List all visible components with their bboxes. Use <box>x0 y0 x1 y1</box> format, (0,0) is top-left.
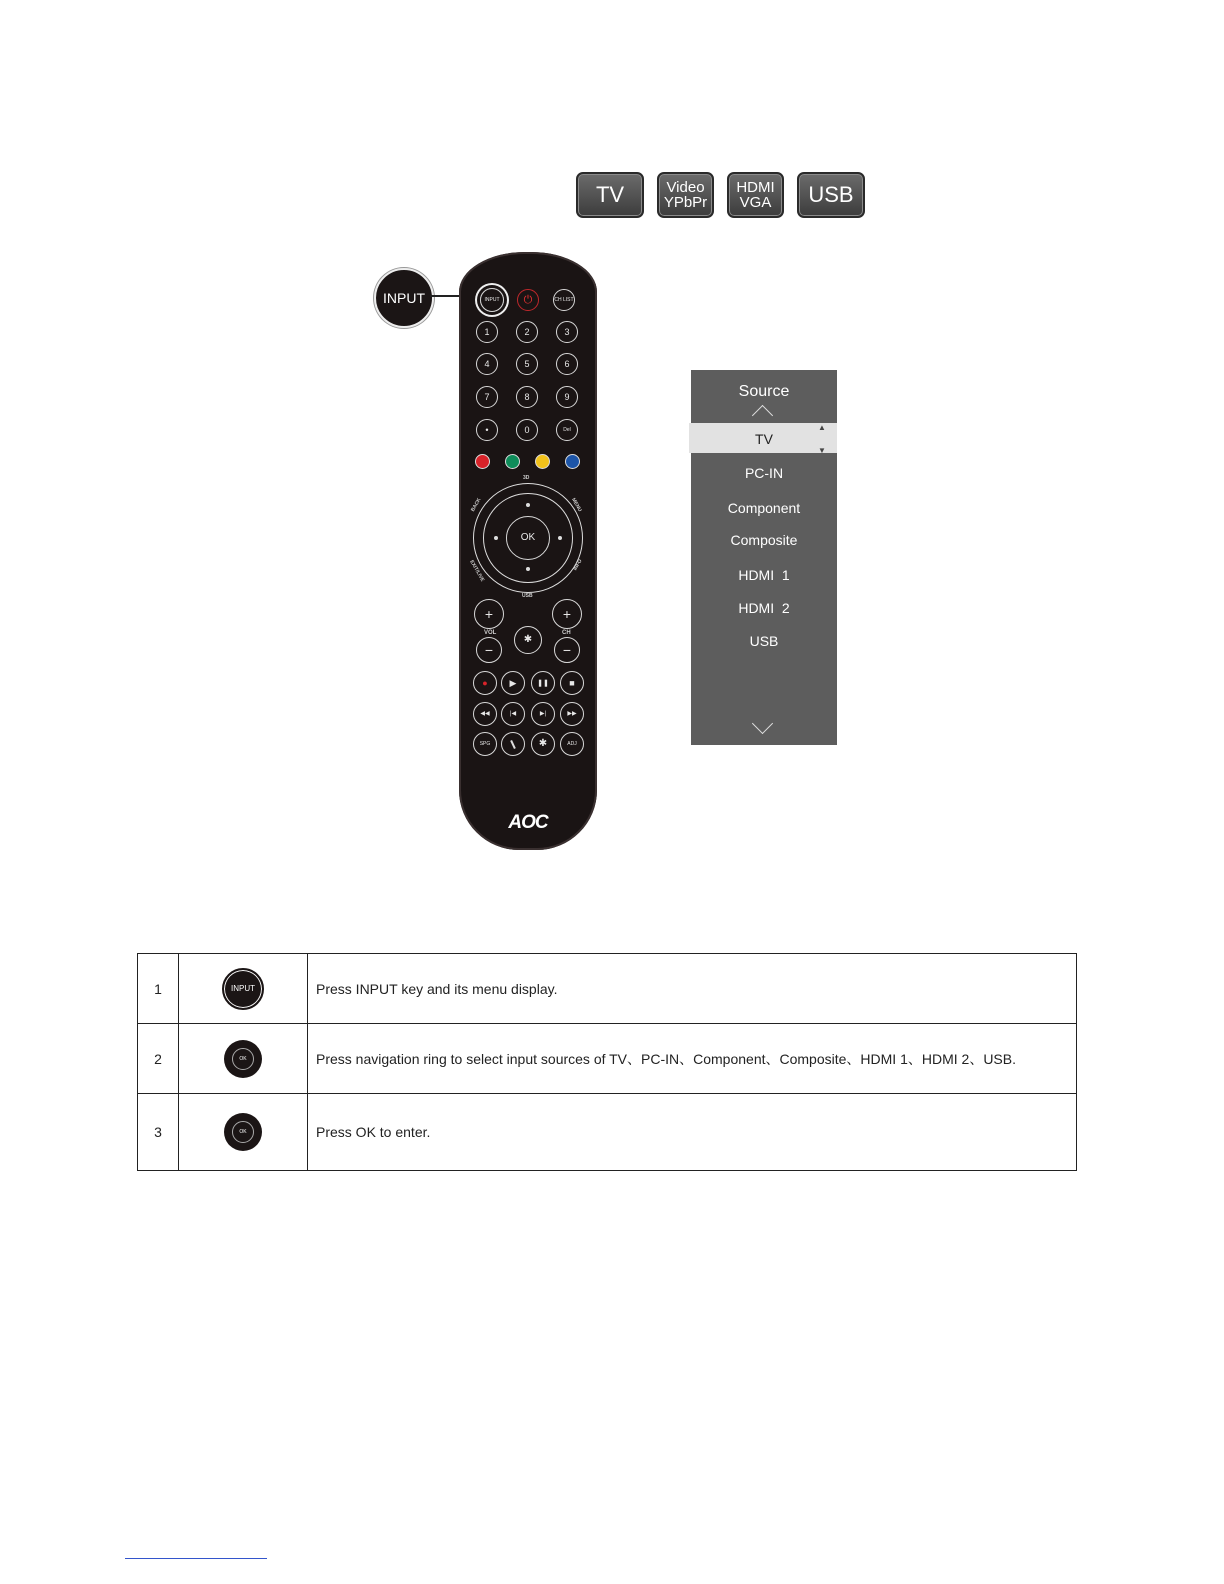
digit-label: 4 <box>484 358 490 369</box>
step-number: 3 <box>138 1094 179 1171</box>
next-icon: ▶| <box>539 711 547 717</box>
del-button <box>556 419 578 441</box>
digit-label: 0 <box>524 424 530 435</box>
red-key <box>475 454 490 469</box>
source-menu-title: Source <box>738 383 790 400</box>
ring-outline <box>232 1048 254 1070</box>
ring-label-back: BACK <box>470 497 483 513</box>
hdmi-vga-source-key <box>727 172 784 218</box>
dot-label: • <box>485 424 489 435</box>
aoc-logo-text: AOC <box>508 812 548 833</box>
menu-item-tv[interactable]: TV <box>755 431 773 447</box>
steps-table <box>137 953 1077 1171</box>
hdmi-label: HDMI <box>736 179 775 196</box>
pause-icon: ❚❚ <box>537 679 549 687</box>
digit-button-2 <box>516 321 538 343</box>
input-button-icon <box>222 968 264 1010</box>
input-icon-label: INPUT <box>231 984 255 993</box>
source-menu <box>691 370 837 745</box>
digit-label: 7 <box>484 391 490 402</box>
spg-label: SPG <box>479 740 491 747</box>
minus-label: − <box>562 642 572 658</box>
tv-source-key <box>576 172 644 218</box>
mute-icon: ✱ <box>514 626 542 654</box>
scroll-down-arrow-icon: ▼ <box>818 446 826 455</box>
vol-minus-button <box>476 637 502 663</box>
footer-link-underline <box>125 1558 267 1559</box>
spg-button <box>473 732 497 756</box>
input-callout-bubble <box>374 268 434 328</box>
digit-label: 3 <box>564 326 570 337</box>
aoc-logo <box>459 812 597 834</box>
digit-button-9 <box>556 386 578 408</box>
usb-source-key-label: USB <box>808 182 854 207</box>
digit-button-4 <box>476 353 498 375</box>
ch-label: CH <box>562 630 571 636</box>
ok-icon-label: OK <box>239 1129 247 1135</box>
video-ypbpr-source-key <box>657 172 714 218</box>
stop-button <box>560 671 584 695</box>
digit-label: 5 <box>524 358 530 369</box>
navigation-ring-icon <box>224 1040 262 1078</box>
digit-label: 9 <box>564 391 570 402</box>
digit-button-7 <box>476 386 498 408</box>
menu-item-hdmi-1[interactable]: HDMI 1 <box>738 567 790 583</box>
step-number: 2 <box>138 1024 179 1094</box>
step-text: Press OK to enter. <box>308 1094 1077 1171</box>
ok-label: OK <box>520 532 536 543</box>
rewind-button <box>473 702 497 726</box>
digit-label: 2 <box>524 326 530 337</box>
ch-list-label: CH LIST <box>554 296 574 303</box>
video-label: Video <box>666 179 705 196</box>
nav-right-dot <box>558 536 562 540</box>
icon-wrap <box>180 968 306 1010</box>
step-icon-cell <box>179 1024 308 1094</box>
remote-input-button <box>480 288 504 312</box>
step-icon-cell <box>179 1094 308 1171</box>
nav-up-dot <box>526 503 530 507</box>
remote-control <box>459 252 597 850</box>
table-row <box>138 954 1077 1024</box>
ring-label-usb: USB <box>522 593 533 599</box>
menu-item-composite[interactable]: Composite <box>730 532 798 548</box>
digit-button-6 <box>556 353 578 375</box>
eco-icon <box>501 732 525 756</box>
plus-label: + <box>562 606 572 622</box>
snowflake-icon <box>531 732 555 756</box>
digit-button-0 <box>516 419 538 441</box>
minus-label: − <box>484 642 494 658</box>
record-button <box>473 671 497 695</box>
del-label: Del <box>563 426 571 433</box>
digit-button-8 <box>516 386 538 408</box>
ring-label-exit-live: EXIT/LIVE <box>468 559 486 583</box>
digit-label: 6 <box>564 358 570 369</box>
input-callout-label: INPUT <box>383 290 425 306</box>
ch-minus-button <box>554 637 580 663</box>
ring-label-3d: 3D <box>523 475 530 481</box>
digit-button-5 <box>516 353 538 375</box>
previous-icon: |◀ <box>509 711 517 717</box>
snowflake-label: ✱ <box>538 738 548 749</box>
scroll-up-arrow-icon: ▲ <box>818 423 826 432</box>
chevron-down-icon <box>752 713 773 734</box>
yellow-key <box>535 454 550 469</box>
ring-outline <box>232 1121 254 1143</box>
rewind-icon: ◀◀ <box>480 711 490 717</box>
power-icon: ⏻ <box>517 289 539 311</box>
fast-forward-icon: ▶▶ <box>567 711 577 717</box>
step-icon-cell <box>179 954 308 1024</box>
play-icon: ▶ <box>509 677 517 688</box>
vga-label: VGA <box>739 194 772 211</box>
fast-forward-button <box>560 702 584 726</box>
ring-label-info: INFO <box>572 558 584 572</box>
ring-label-menu: MENU <box>570 497 583 513</box>
icon-wrap <box>180 1113 306 1151</box>
remote-input-label: INPUT <box>484 296 500 303</box>
ypbpr-label: YPbPr <box>663 194 708 211</box>
nav-left-dot <box>494 536 498 540</box>
menu-item-component[interactable]: Component <box>727 500 801 516</box>
next-button <box>531 702 555 726</box>
menu-item-usb[interactable]: USB <box>749 633 779 649</box>
play-button <box>501 671 525 695</box>
pause-button <box>531 671 555 695</box>
blue-key <box>565 454 580 469</box>
step-text: Press navigation ring to select input sources of TV、PC-IN、Component、Composite、HDMI 1、HDMI 2、USB. <box>308 1024 1077 1094</box>
digit-label: 1 <box>484 326 490 337</box>
tv-source-key-label: TV <box>595 182 625 207</box>
ch-plus-button <box>552 599 582 629</box>
record-icon: ● <box>482 677 488 688</box>
vol-plus-button <box>474 599 504 629</box>
digit-button-3 <box>556 321 578 343</box>
dot-button <box>476 419 498 441</box>
icon-wrap <box>180 1040 306 1078</box>
table-row <box>138 1024 1077 1094</box>
adj-button <box>560 732 584 756</box>
usb-source-key <box>797 172 865 218</box>
table-row <box>138 1094 1077 1171</box>
previous-button <box>501 702 525 726</box>
ok-button <box>506 516 550 560</box>
digit-button-1 <box>476 321 498 343</box>
step-number: 1 <box>138 954 179 1024</box>
ch-list-button <box>553 289 575 311</box>
stop-icon: ■ <box>569 677 575 688</box>
vol-label: VOL <box>484 630 497 636</box>
menu-item-pc-in[interactable]: PC-IN <box>744 465 784 481</box>
digit-label: 8 <box>524 391 530 402</box>
ok-button-icon <box>224 1113 262 1151</box>
step-text: Press INPUT key and its menu display. <box>308 954 1077 1024</box>
green-key <box>505 454 520 469</box>
plus-label: + <box>484 606 494 622</box>
eco-needle <box>510 739 516 748</box>
adj-label: ADJ <box>567 740 577 747</box>
nav-down-dot <box>526 567 530 571</box>
ok-icon-label: OK <box>239 1055 247 1062</box>
menu-item-hdmi-2[interactable]: HDMI 2 <box>738 600 790 616</box>
